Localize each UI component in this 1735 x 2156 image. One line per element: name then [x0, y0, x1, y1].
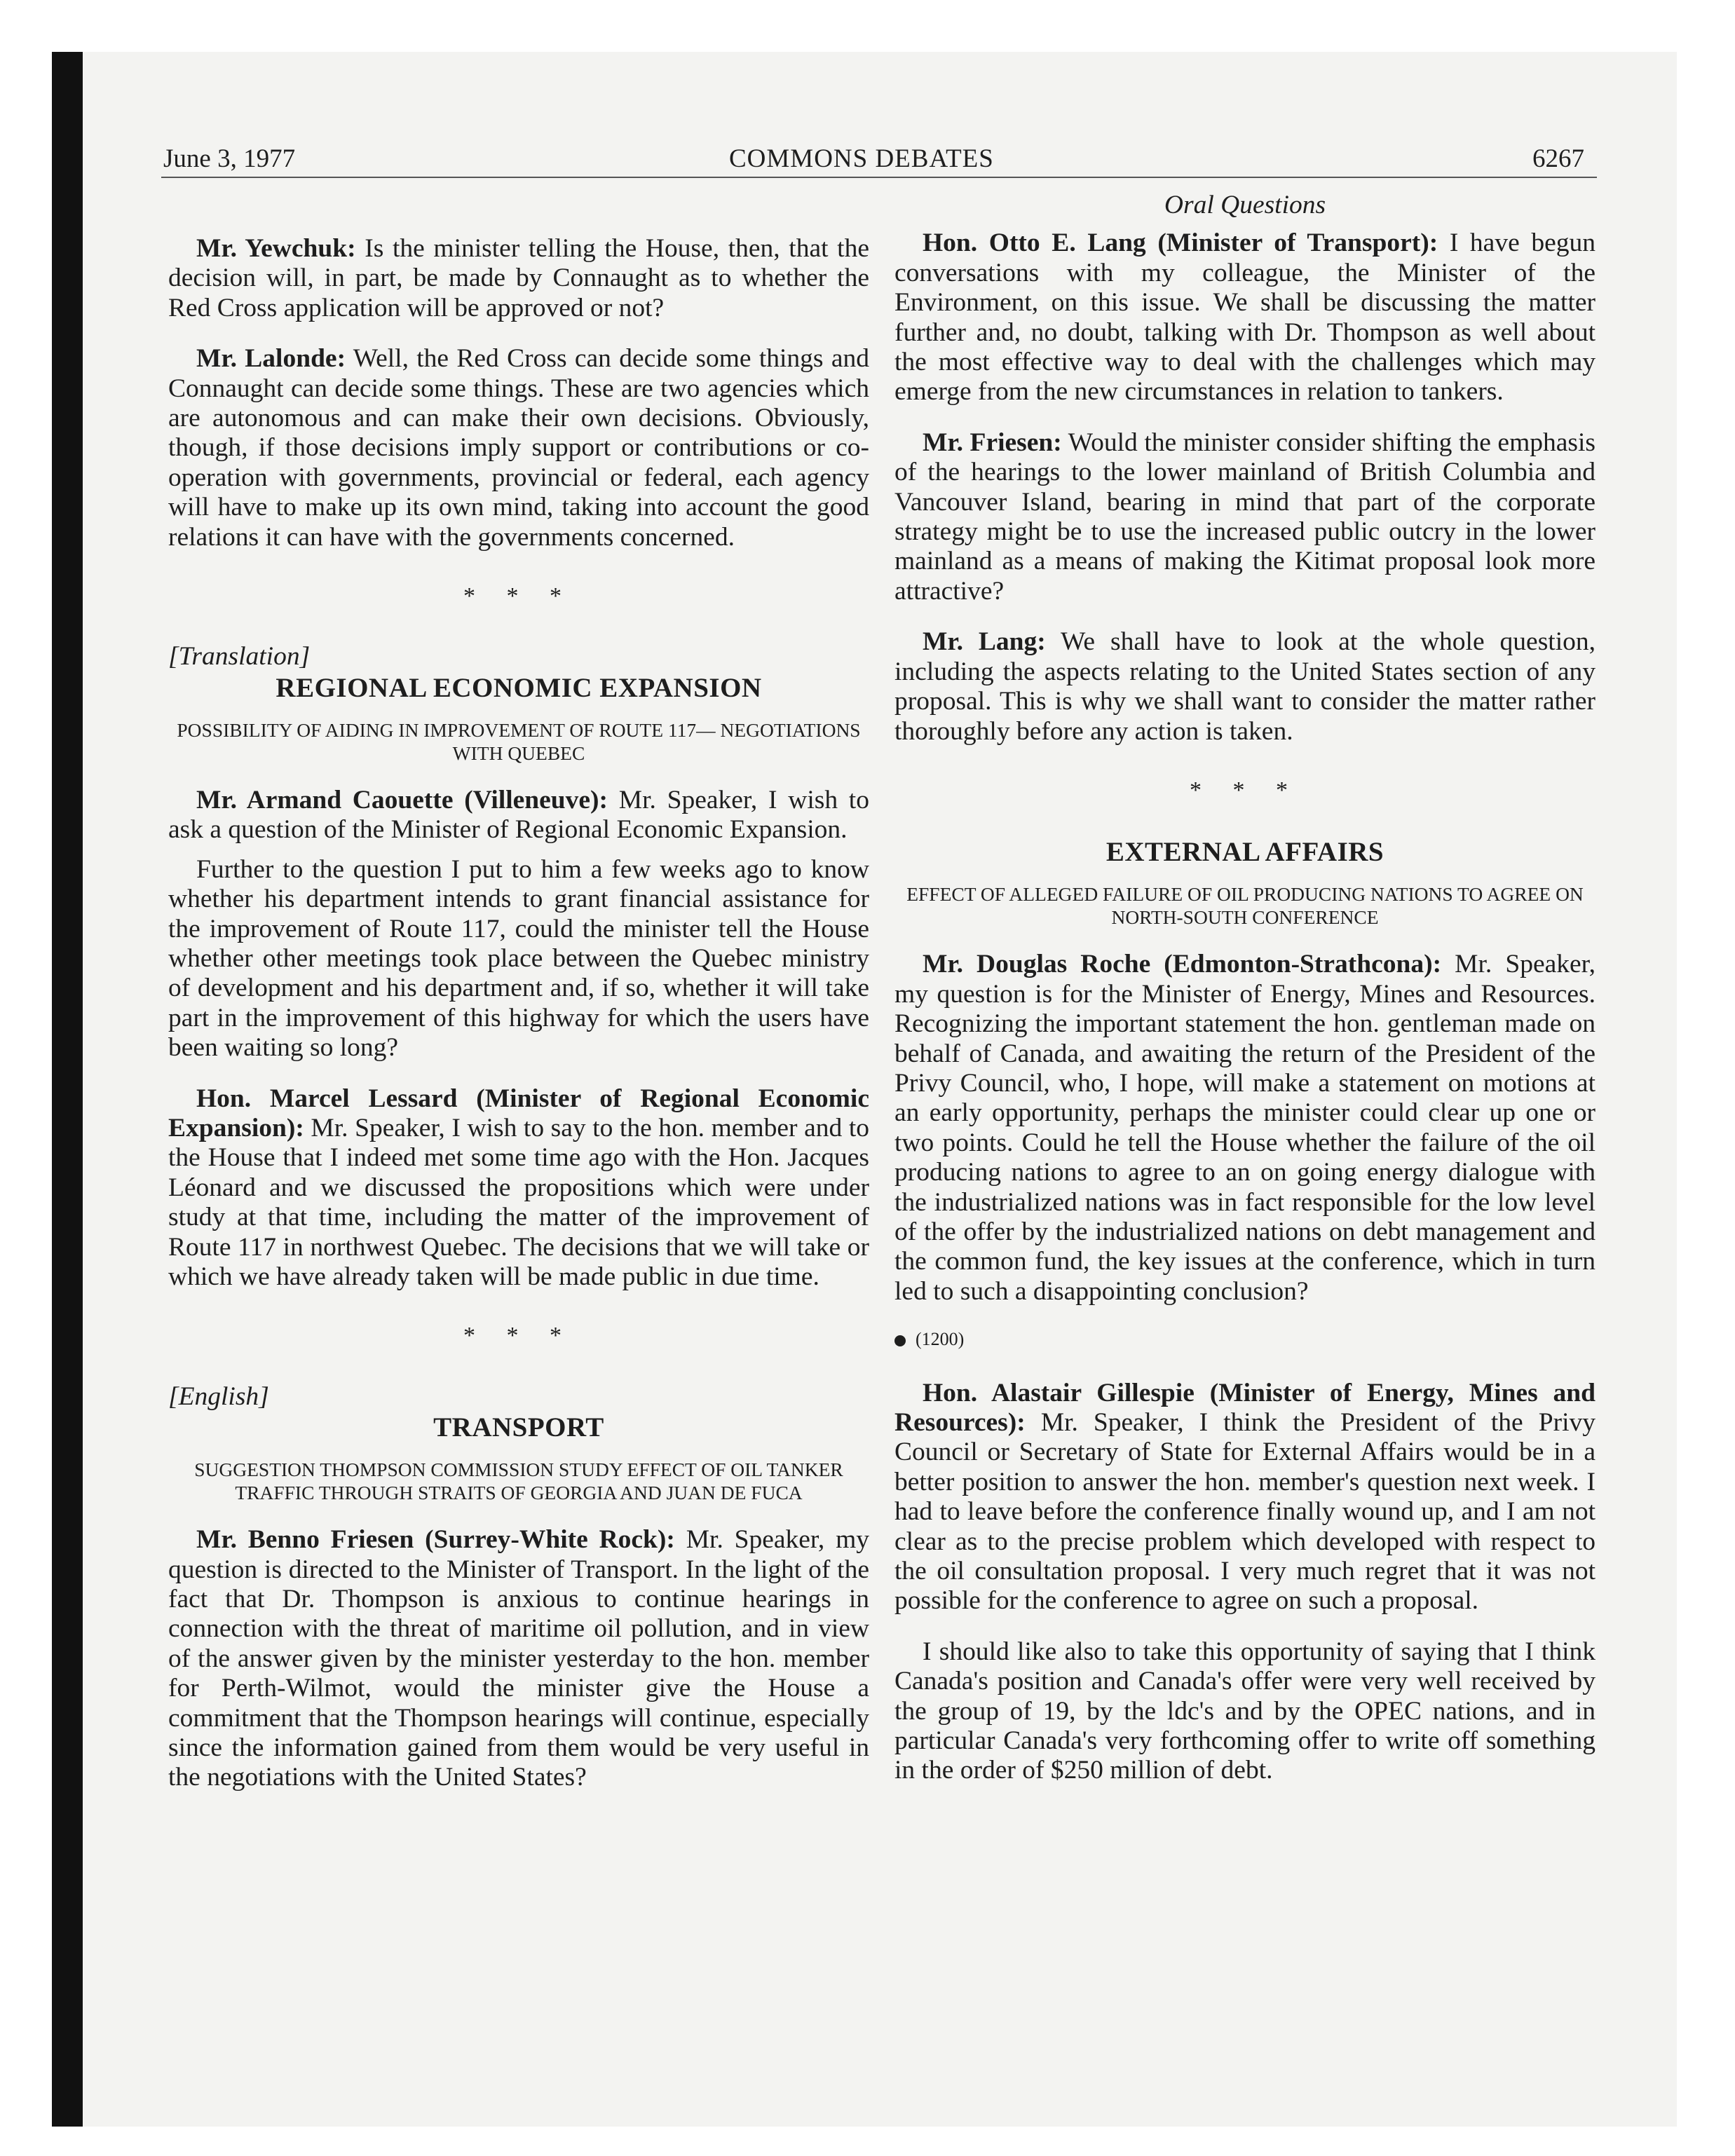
section-heading: TRANSPORT [433, 1412, 604, 1443]
bullet-icon [894, 1335, 906, 1346]
speaker-name: Mr. Armand Caouette (Villeneuve): [196, 785, 608, 814]
speech-paragraph [168, 1525, 869, 1793]
subject-heading: SUGGESTION THOMPSON COMMISSION STUDY EFFECT OF OIL TANKER TRAFFIC THROUGH STRAITS OF GEORGIA AND JUAN DE FUCA [194, 1459, 843, 1504]
speech-text: We shall have to look at the whole question, including the aspects relating to the United States section of any proposal. This is why we shall want to consider the matter rather thoroughly before any action is taken. [894, 627, 1596, 746]
speaker-name: Mr. Friesen: [923, 428, 1062, 457]
speaker-name: Hon. Alastair Gillespie (Minister of Energy, Mines and Resources): [894, 1378, 1595, 1437]
language-tag [168, 642, 869, 671]
language-tag-text: English [178, 1381, 259, 1411]
right-column [894, 191, 1595, 1786]
speech-paragraph: I should like also to take this opportunity of saying that I think Canada's position and Canada's offer were very well received by the group of 19, by the ldc's and by the OPEC nations, and in particular Canada's very forthcoming offer to write off something in the order of $250 million of debt. [894, 1637, 1595, 1785]
speech-paragraph [894, 428, 1595, 606]
speaker-name: Hon. Otto E. Lang (Minister of Transport): [923, 228, 1438, 258]
speech-paragraph [894, 627, 1595, 746]
speech-text: I have begun conversations with my colleague, the Minister of the Environment, on this issue. We shall be discussing the matter further and, no doubt, talking with Dr. Thompson as well about the most effective way to deal with the challenges which may emerge from the new circumstances in relation to tankers. [894, 228, 1595, 407]
subject-heading: EFFECT OF ALLEGED FAILURE OF OIL PRODUCING NATIONS TO AGREE ON NORTH-SOUTH CONFERENCE [906, 883, 1584, 929]
speaker-name: Mr. Benno Friesen (Surrey-White Rock): [196, 1525, 675, 1555]
section-separator: * * * [1190, 777, 1300, 803]
bracket-open: [ [168, 1381, 179, 1411]
header-title: COMMONS DEBATES [729, 144, 994, 173]
language-tag [168, 1382, 869, 1412]
speech-paragraph [894, 228, 1595, 407]
header-page-number: 6267 [1532, 144, 1584, 173]
speaker-name: Mr. Lang: [923, 627, 1046, 657]
speaker-name: Mr. Douglas Roche (Edmonton-Strathcona): [923, 950, 1442, 979]
speech-text: Mr. Speaker, I wish to say to the hon. member and to the House that I indeed met some time ago with the Hon. Jacques Léonard and we discussed the propositions which were under study at that time, including the matter of the improvement of Route 117 in northwest Quebec. The decisions that we will take or which we have already taken will be made public in due time. [168, 1113, 869, 1291]
bracket-close: ] [299, 642, 311, 671]
section-separator: * * * [463, 583, 574, 610]
timestamp-text: (1200) [916, 1329, 965, 1350]
language-tag-text: Translation [178, 642, 300, 671]
speech-paragraph [168, 344, 869, 552]
header-rule [161, 177, 1597, 178]
speech-text: Mr. Speaker, I wish to ask a question of the Minister of Regional Economic Expansion. [168, 785, 869, 845]
speech-paragraph [168, 1084, 869, 1292]
section-separator: * * * [463, 1323, 574, 1349]
speech-paragraph [168, 786, 869, 845]
left-column [168, 191, 869, 1793]
subject-heading: POSSIBILITY OF AIDING IN IMPROVEMENT OF ROUTE 117— NEGOTIATIONS WITH QUEBEC [177, 718, 861, 764]
running-head: Oral Questions [1164, 191, 1326, 219]
speaker-name: Hon. Marcel Lessard (Minister of Regional Economic Expansion): [168, 1084, 869, 1142]
bracket-close: ] [259, 1381, 269, 1411]
speech-text: Mr. Speaker, I think the President of the Privy Council or Secretary of State for External Affairs would be in a better position to answer the hon. member's question next week. I had to leave before the conference finally wound up, and I am not clear as to the precise problem which developed with respect to the oil consultation proposal. I very much regret that it was not possible for the conference to agree on such a proposal. [894, 1408, 1595, 1616]
speech-text: Mr. Speaker, my question is directed to the Minister of Transport. In the light of the fact that Dr. Thompson is anxious to continue hearings in connection with the threat of maritime oil pollution, and in view of the answer given by the minister yesterday to the hon. member for Perth-Wilmot, would the minister give the House a commitment that the Thompson hearings will continue, especially since the information gained from them would be very useful in the negotiations with the United States? [168, 1525, 869, 1792]
section-heading: EXTERNAL AFFAIRS [1105, 837, 1384, 868]
speech-paragraph: Further to the question I put to him a few weeks ago to know whether his department intends to grant financial assistance for the improvement of Route 117, could the minister tell the House whether other meetings took place between the Quebec ministry of development and his department and, if so, whether it will take part in the improvement of this highway for which the users have been waiting so long? [168, 854, 869, 1063]
binding-edge [52, 52, 83, 2127]
header-date: June 3, 1977 [163, 144, 296, 173]
section-heading: REGIONAL ECONOMIC EXPANSION [275, 672, 762, 703]
speaker-name: Mr. Lalonde: [196, 344, 346, 374]
speech-paragraph [894, 1379, 1595, 1616]
speech-paragraph [894, 950, 1595, 1306]
speech-text: Is the minister telling the House, then, that the decision will, in part, be made by Connaught as to whether the Red Cross application will be approved or not? [168, 234, 869, 322]
speaker-name: Mr. Yewchuk: [196, 234, 356, 263]
timestamp [894, 1325, 1595, 1354]
speech-text: Well, the Red Cross can decide some things and Connaught can decide some things. These are two agencies which are autonomous and can make their own decisions. Obviously, though, if those decisions imply support or contributions or co-operation with governments, provincial or federal, each agency will have to make up its own mind, taking into account the good relations it can have with the governments concerned. [168, 344, 869, 552]
speech-paragraph [168, 234, 869, 323]
bracket-open: [ [168, 642, 179, 671]
speech-text: Would the minister consider shifting the emphasis of the hearings to the lower mainland of British Columbia and Vancouver Island, bearing in mind that part of the corporate strategy might be to use the increased public outcry in the lower mainland as a means of making the Kitimat proposal look more attractive? [894, 428, 1595, 606]
speech-text: Mr. Speaker, my question is for the Minister of Energy, Mines and Resources. Recognizing the important statement the hon. gentleman made on behalf of Canada, and awaiting the return of the President of the Privy Council, who, I hope, will make a statement on motions at an early opportunity, perhaps the minister could clear up one or two points. Could he tell the House whether the failure of the oil producing nations to agree to an on going energy dialogue with the industrialized nations was in fact responsible for the low level of the offer by the industrialized nations on debt management and the common fund, the key issues at the conference, which in turn led to such a disappointing conclusion? [894, 950, 1595, 1306]
